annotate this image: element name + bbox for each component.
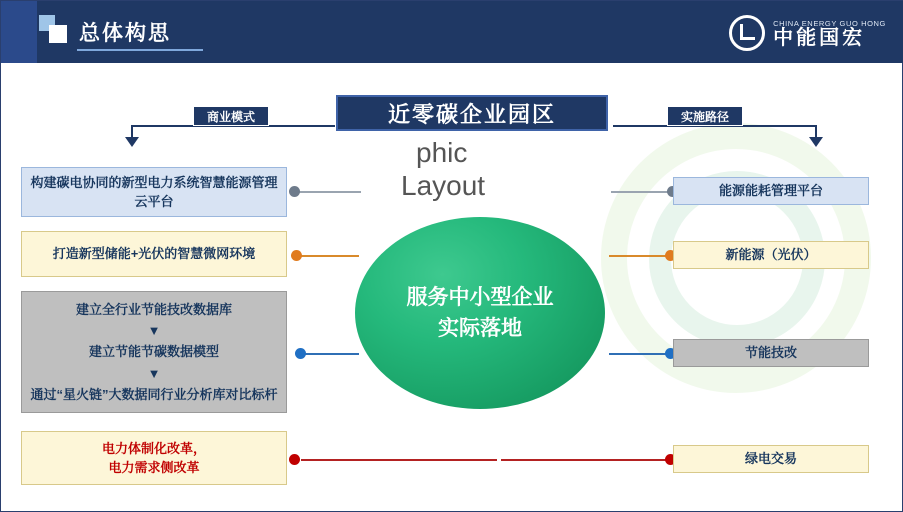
logo-english-name: CHINA ENERGY GUO HONG (773, 18, 886, 28)
connector-left-row3 (301, 353, 359, 355)
banner-title: 近零碳企业园区 (387, 101, 556, 127)
right-box-3-text: 节能技改 (744, 345, 797, 361)
left-box-2-text: 打造新型储能+光伏的智慧微网环境 (52, 246, 256, 262)
logo-text (773, 19, 886, 48)
logo-chinese-name: 中能国宏 (773, 26, 866, 49)
connector-right-row2 (609, 255, 673, 257)
connector-left-row4 (301, 459, 497, 461)
right-box-energy-saving-retrofit[interactable] (673, 339, 869, 367)
centre-ellipse (355, 217, 605, 409)
diagram-area (1, 63, 902, 511)
right-box-energy-management-platform[interactable] (673, 177, 869, 205)
right-box-green-power-trading[interactable] (673, 445, 869, 473)
left-box-energy-platform[interactable] (21, 167, 287, 217)
slide-header (1, 1, 903, 63)
down-arrow-icon-1: ▼ (147, 323, 161, 339)
left-box-3-line1: 建立全行业节能技改数据库 (75, 301, 232, 317)
centre-line1: 服务中小型企业 (406, 285, 554, 309)
connector-left-row1 (293, 191, 361, 193)
left-box-3-line2: 建立节能节碳数据模型 (88, 344, 219, 360)
left-box-power-reform[interactable] (21, 431, 287, 485)
page-title: 总体构思 (79, 22, 171, 45)
logo-mark-icon (729, 15, 765, 51)
right-box-2-text: 新能源（光伏） (725, 247, 817, 263)
left-bracket-arrow-icon (125, 137, 139, 147)
tab-implementation-path[interactable]: 实施路径 (667, 106, 743, 126)
company-logo (729, 13, 886, 53)
right-box-new-energy-pv[interactable] (673, 241, 869, 269)
connector-dot-left-row2 (291, 250, 302, 261)
right-box-1-text: 能源能耗管理平台 (718, 183, 823, 199)
title-underline (77, 49, 203, 51)
left-box-4-line1: 电力体制化改革， (101, 440, 206, 456)
overlay-text-line1: phic (416, 137, 468, 168)
down-arrow-icon-2: ▼ (147, 365, 161, 381)
left-box-3-line3: 通过“星火链”大数据同行业分析库对比标杆 (30, 386, 278, 402)
centre-line2: 实际落地 (438, 317, 522, 340)
overlay-text-line2: Layout (401, 170, 486, 201)
connector-left-row2 (297, 255, 359, 257)
connector-dot-left-row3 (295, 348, 306, 359)
tab-business-model[interactable]: 商业模式 (193, 106, 269, 126)
header-accent-bar (1, 1, 37, 63)
centre-ellipse-text (407, 282, 554, 345)
left-box-storage-pv[interactable] (21, 231, 287, 277)
right-bracket-arrow-icon (809, 137, 823, 147)
left-box-1-text: 构建碳电协同的新型电力系统智慧能源管理云平台 (30, 174, 278, 209)
watermark-mask (1, 63, 181, 153)
left-box-energy-saving-database[interactable] (21, 291, 287, 413)
header-square-white (49, 25, 67, 43)
connector-dot-left-row4 (289, 454, 300, 465)
connector-right-row1 (611, 191, 673, 193)
connector-right-row3 (609, 353, 673, 355)
connector-dot-left-row1 (289, 186, 300, 197)
connector-right-row4 (501, 459, 673, 461)
left-box-4-line2: 电力需求侧改革 (108, 460, 200, 475)
right-box-4-text: 绿电交易 (744, 451, 797, 467)
diagram-banner (336, 95, 608, 131)
